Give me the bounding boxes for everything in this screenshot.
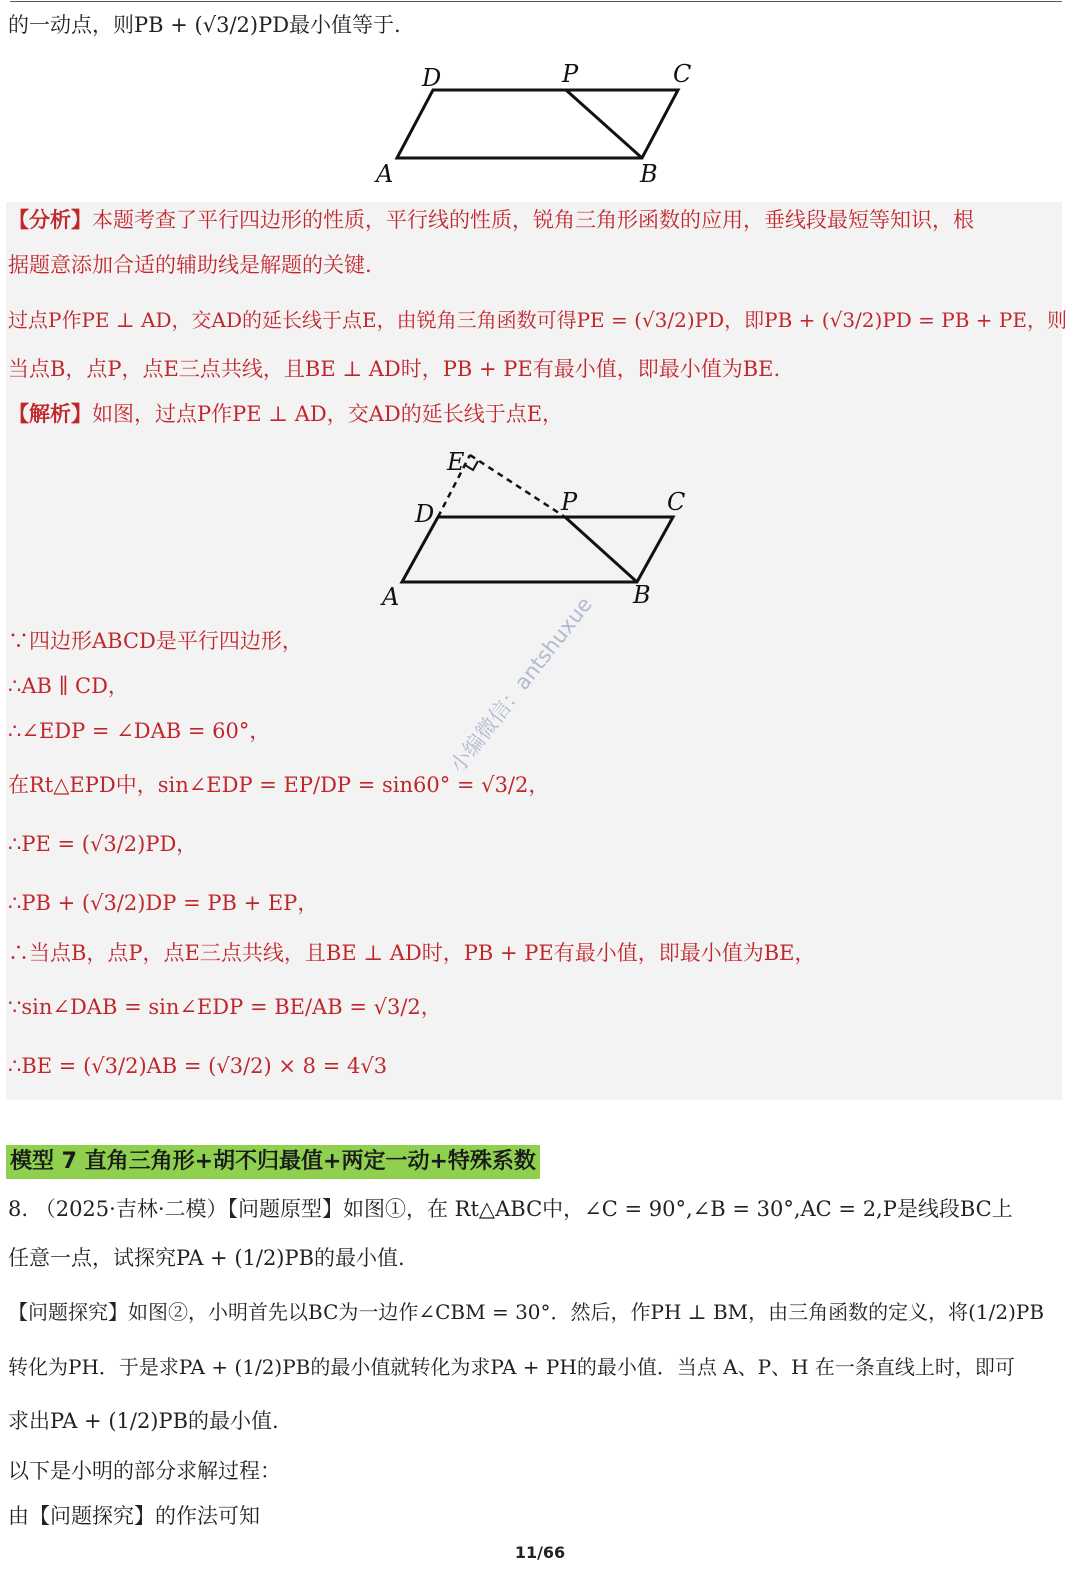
step-9: ∴BE = (√3/2)AB = (√3/2) × 8 = 4√3 <box>8 1054 388 1078</box>
label-C: C <box>673 60 692 88</box>
analysis-line-4: 当点B，点P，点E三点共线，且BE ⊥ AD时，PB + PE有最小值，即最小值为BE. <box>8 357 781 381</box>
model-heading: 模型 7 直角三角形+胡不归最值+两定一动+特殊系数 <box>6 1145 540 1179</box>
label-P2: P <box>561 488 578 516</box>
label-D2: D <box>415 500 435 528</box>
analysis-line-3: 过点P作PE ⊥ AD，交AD的延长线于点E，由锐角三角函数可得PE = (√3/2)PD，即PB + (√3/2)PD = PB + PE，则 <box>8 308 1067 332</box>
problem-line-2: 任意一点，试探究PA + (1/2)PB的最小值. <box>8 1246 405 1270</box>
analysis-tag: 【分析】 <box>8 207 92 232</box>
label-B2: B <box>633 581 651 609</box>
step-3: ∴∠EDP = ∠DAB = 60°， <box>8 719 271 743</box>
step-5: ∴PE = (√3/2)PD， <box>8 832 198 856</box>
analysis-line-1 <box>8 205 1066 235</box>
analysis-line-2: 据题意添加合适的辅助线是解题的关键. <box>8 253 372 277</box>
problem-line-1: 8. （2025·吉林·二模）【问题原型】如图①，在 Rt△ABC中，∠C = 90°,∠B = 30°,AC = 2,P是线段BC上 <box>8 1197 1013 1221</box>
solution-line-1 <box>8 399 1066 429</box>
top-rule <box>10 1 1062 2</box>
analysis-text-1: 本题考查了平行四边形的性质，平行线的性质，锐角三角形函数的应用，垂线段最短等知识，根 <box>92 208 974 232</box>
page-number: 11/66 <box>514 1543 566 1562</box>
step-8: ∵sin∠DAB = sin∠EDP = BE/AB = √3/2， <box>8 995 442 1019</box>
step-4: 在Rt△EPD中，sin∠EDP = EP/DP = sin60° = √3/2， <box>8 773 550 797</box>
label-E: E <box>447 448 465 476</box>
label-P: P <box>562 60 579 88</box>
intro-line: 的一动点，则PB + (√3/2)PD最小值等于. <box>8 13 401 37</box>
label-C2: C <box>667 488 686 516</box>
parallelogram-figure-1 <box>370 58 710 190</box>
step-7: ∴当点B，点P，点E三点共线，且BE ⊥ AD时，PB + PE有最小值，即最小值为BE， <box>8 941 816 965</box>
solution-tag: 【解析】 <box>8 401 92 426</box>
solution-text-1: 如图，过点P作PE ⊥ AD，交AD的延长线于点E， <box>92 402 564 426</box>
problem-line-5: 求出PA + (1/2)PB的最小值. <box>8 1409 279 1433</box>
problem-line-4: 转化为PH．于是求PA + (1/2)PB的最小值就转化为求PA + PH的最小值．当点 A、P、H 在一条直线上时，即可 <box>8 1355 1015 1379</box>
label-A2: A <box>382 583 400 611</box>
watermark: 小编微信：antshuxue <box>445 592 597 778</box>
step-1: ∵四边形ABCD是平行四边形， <box>8 629 303 653</box>
problem-line-3: 【问题探究】如图②，小明首先以BC为一边作∠CBM = 30°．然后，作PH ⊥ BM，由三角函数的定义，将(1/2)PB <box>8 1300 1045 1324</box>
label-A: A <box>376 160 394 188</box>
problem-line-7: 由【问题探究】的作法可知 <box>8 1504 260 1528</box>
step-6: ∴PB + (√3/2)DP = PB + EP， <box>8 891 319 915</box>
step-2: ∴AB ∥ CD， <box>8 674 129 698</box>
label-D: D <box>422 64 442 92</box>
parallelogram-figure-2 <box>375 440 705 615</box>
problem-line-6: 以下是小明的部分求解过程： <box>8 1459 281 1483</box>
label-B: B <box>640 160 658 188</box>
